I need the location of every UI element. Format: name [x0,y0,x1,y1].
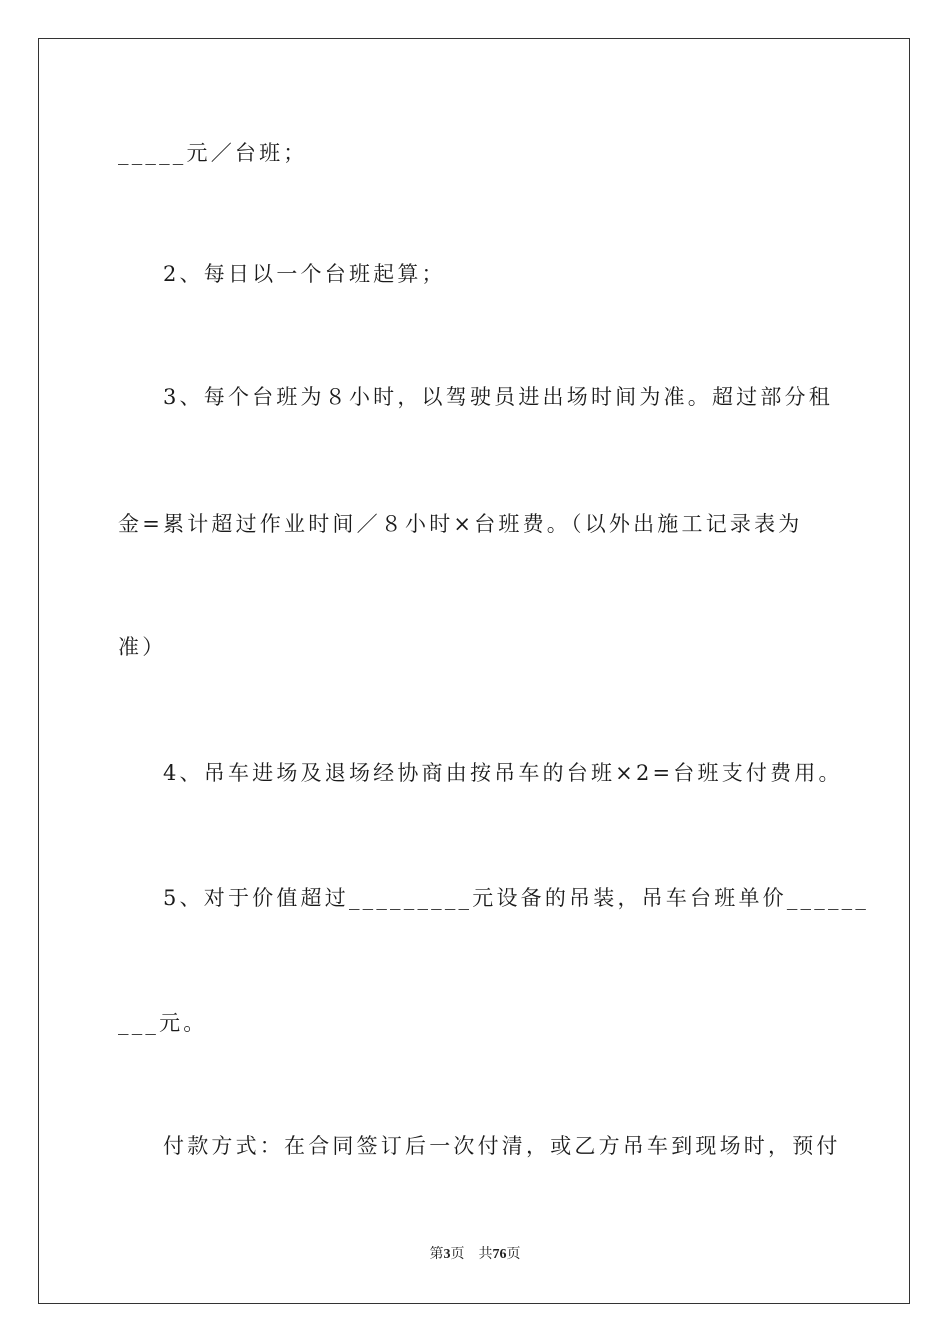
text-line-4: 金=累计超过作业时间／８小时×台班费。（以外出施工记录表为 [118,512,803,536]
text-line-2: 2、每日以一个台班起算； [163,262,446,286]
text-line-7: 5、对于价值超过_________元设备的吊装，吊车台班单价______ [163,886,870,910]
text-line-9: 付款方式：在合同签订后一次付清，或乙方吊车到现场时，预付 [163,1134,841,1158]
footer-total-prefix: 共 [478,1247,493,1262]
text-line-6: 4、吊车进场及退场经协商由按吊车的台班×2=台班支付费用。 [163,761,843,785]
text-line-8: ___元。 [118,1011,208,1035]
footer-total-number: 76 [492,1247,507,1262]
footer-page-number: 3 [443,1247,451,1262]
footer-total-suffix: 页 [506,1247,521,1262]
text-line-1: _____元／台班； [118,141,308,165]
footer-page-prefix: 第 [429,1247,444,1262]
page-footer [0,1245,950,1265]
footer-page-suffix: 页 [450,1247,465,1262]
page-border [38,38,910,1304]
text-line-3: 3、每个台班为８小时，以驾驶员进出场时间为准。超过部分租 [163,385,833,409]
text-line-5: 准） [118,635,167,659]
